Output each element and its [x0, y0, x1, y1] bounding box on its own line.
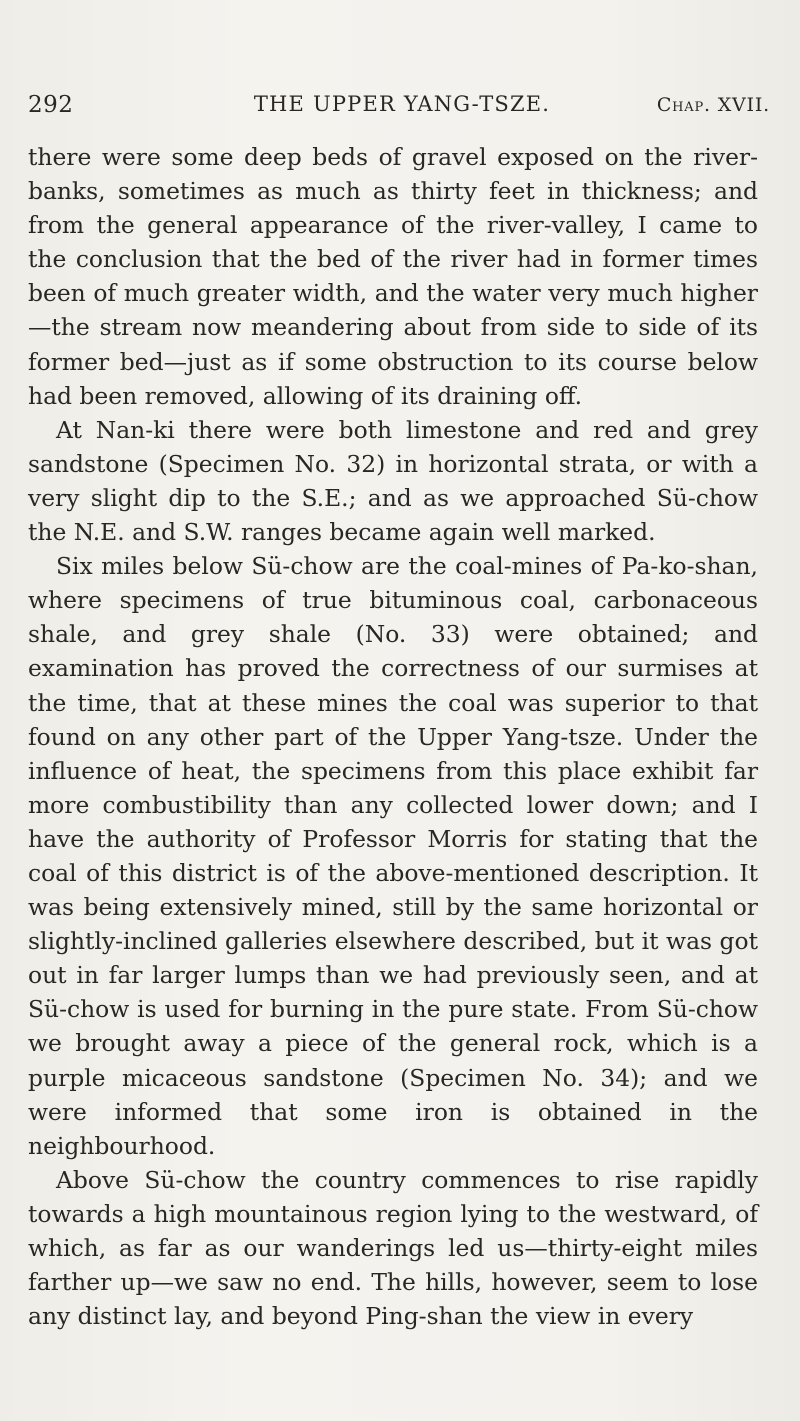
paragraph-2: At Nan-ki there were both limestone and red and grey sandstone (Specimen No. 32) in horizontal strata, or with a very slight dip to the S.E.; and as we approached Sü-chow the N.E. and S.W. ranges became again well marked. — [28, 415, 758, 547]
running-title: THE UPPER YANG-TSZE. — [253, 92, 551, 116]
paragraph-4: Above Sü-chow the country commences to rise rapidly towards a high mountainous region lying to the westward, of which, as far as our wanderings led us—thirty-eight miles farther up—we saw no end. The hills, however, seem to lose any distinct lay, and beyond Ping-shan the view in every — [28, 1165, 758, 1331]
body-text — [28, 140, 758, 1333]
paragraph-3: Six miles below Sü-chow are the coal-mines of Pa-ko-shan, where specimens of true bituminous coal, carbonaceous shale, and grey shale (No. 33) were obtained; and examination has proved the correctness of our surmises at the time, that at these mines the coal was superior to that found on any other part of the Upper Yang-tsze. Under the influence of heat, the specimens from this place exhibit far more combustibility than any collected lower down; and I have the authority of Professor Morris for stating that the coal of this district is of the above-mentioned description. It was being extensively mined, still by the same horizontal or slightly-inclined galleries elsewhere described, but it was got out in far larger lumps than we had previously seen, and at Sü-chow is used for burning in the pure state. From Sü-chow we brought away a piece of the general rock, which is a purple micaceous sandstone (Specimen No. 34); and we were informed that some iron is obtained in the neighbourhood. — [28, 552, 758, 1160]
chapter-marker: Chap. XVII. — [656, 94, 770, 116]
running-head — [28, 92, 770, 124]
paragraph-1: there were some deep beds of gravel exposed on the river-banks, sometimes as much as thirty feet in thickness; and from the general appearance of the river-valley, I came to the conclusion that the bed of the river had in former times been of much greater width, and the water very much higher—the stream now meandering about from side to side of its former bed—just as if some obstruction to its course below had been removed, allowing of its draining off. — [28, 143, 758, 410]
page-number: 292 — [28, 92, 74, 118]
